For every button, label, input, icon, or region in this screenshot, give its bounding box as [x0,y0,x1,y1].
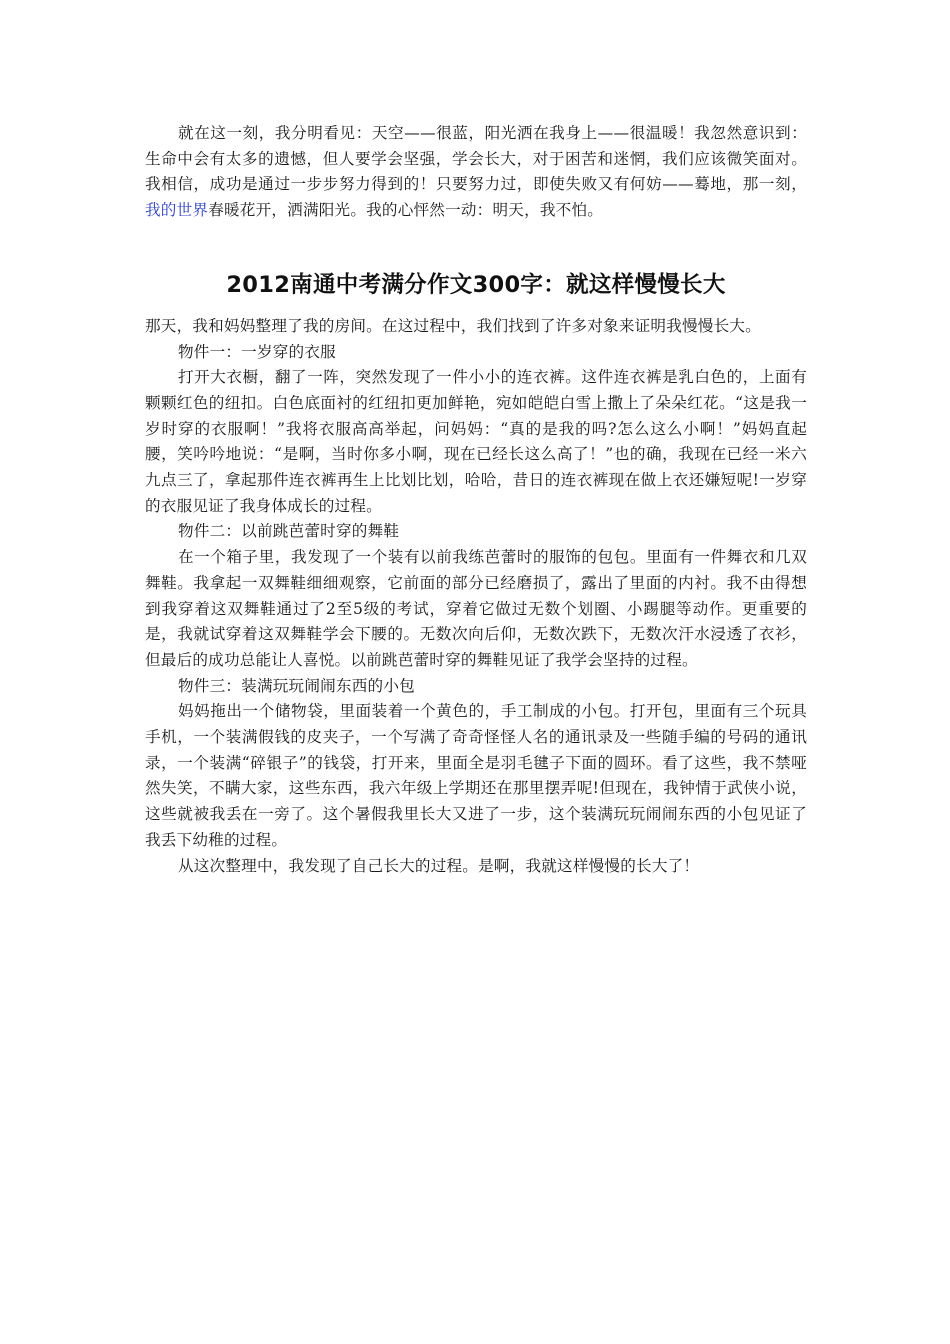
item2-paragraph: 在一个箱子里，我发现了一个装有以前我练芭蕾时的服饰的包包。里面有一件舞衣和几双舞鞋。我拿起一双舞鞋细细观察，它前面的部分已经磨损了，露出了里面的内衬。我不由得想到我穿着这双舞鞋通过了2至5级的考试，穿着它做过无数个划圈、小踢腿等动作。更重要的是，我就试穿着这双舞鞋学会下腰的。无数次向后仰，无数次跌下，无数次汗水浸透了衣衫，但最后的成功总能让人喜悦。以前跳芭蕾时穿的舞鞋见证了我学会坚持的过程。 [145,548,807,669]
opening-paragraph: 那天，我和妈妈整理了我的房间。在这过程中，我们找到了许多对象来证明我慢慢长大。 [145,316,761,335]
closing-paragraph: 从这次整理中，我发现了自己长大的过程。是啊，我就这样慢慢的长大了！ [178,856,700,875]
item2-heading: 物件二：以前跳芭蕾时穿的舞鞋 [178,522,400,541]
item3-paragraph: 妈妈拖出一个储物袋，里面装着一个黄色的，手工制成的小包。打开包，里面有三个玩具手机，一个装满假钱的皮夹子，一个写满了奇奇怪怪人名的通讯录及一些随手编的号码的通讯录，一个装满“碎银子”的钱袋，打开来，里面全是羽毛毽子下面的圆环。看了这些，我不禁哑然失笑，不瞒大家，这些东西，我六年级上学期还在那里摆弄呢!但现在，我钟情于武侠小说，这些就被我丢在一旁了。这个暑假我里长大又进了一步，这个装满玩玩闹闹东西的小包见证了我丢下幼稚的过程。 [145,702,807,849]
document-page [145,0,807,879]
item3-heading: 物件三：装满玩玩闹闹东西的小包 [178,676,415,695]
article-title: 2012南通中考满分作文300字：就这样慢慢长大 [226,271,726,298]
intro-text-after-link: 春暖花开，洒满阳光。我的心怦然一动：明天，我不怕。 [208,201,604,220]
intro-paragraph [145,0,807,224]
item1-paragraph: 打开大衣橱，翻了一阵，突然发现了一件小小的连衣裤。这件连衣裤是乳白色的，上面有颗颗红色的纽扣。白色底面衬的红纽扣更加鲜艳，宛如皑皑白雪上撒上了朵朵红花。“这是我一岁时穿的衣服啊！”我将衣服高高举起，问妈妈：“真的是我的吗?怎么这么小啊！”妈妈直起腰，笑吟吟地说：“是啊，当时你多小啊，现在已经长这么高了！”也的确，我现在已经一米六九点三了，拿起那件连衣裤再生上比划比划，哈哈，昔日的连衣裤现在做上衣还嫌短呢!一岁穿的衣服见证了我身体成长的过程。 [145,368,807,515]
my-world-link[interactable]: 我的世界 [145,201,209,220]
intro-text-before-link: 就在这一刻，我分明看见：天空——很蓝，阳光洒在我身上——很温暖！我忽然意识到：生命中会有太多的遗憾，但人要学会坚强，学会长大，对于困苦和迷惘，我们应该微笑面对。我相信，成功是通过一步步努力得到的！只要努力过，即使失败又有何妨——蓦地，那一刻， [145,124,807,194]
item1-heading: 物件一：一岁穿的衣服 [178,342,336,361]
article-body [145,314,807,879]
